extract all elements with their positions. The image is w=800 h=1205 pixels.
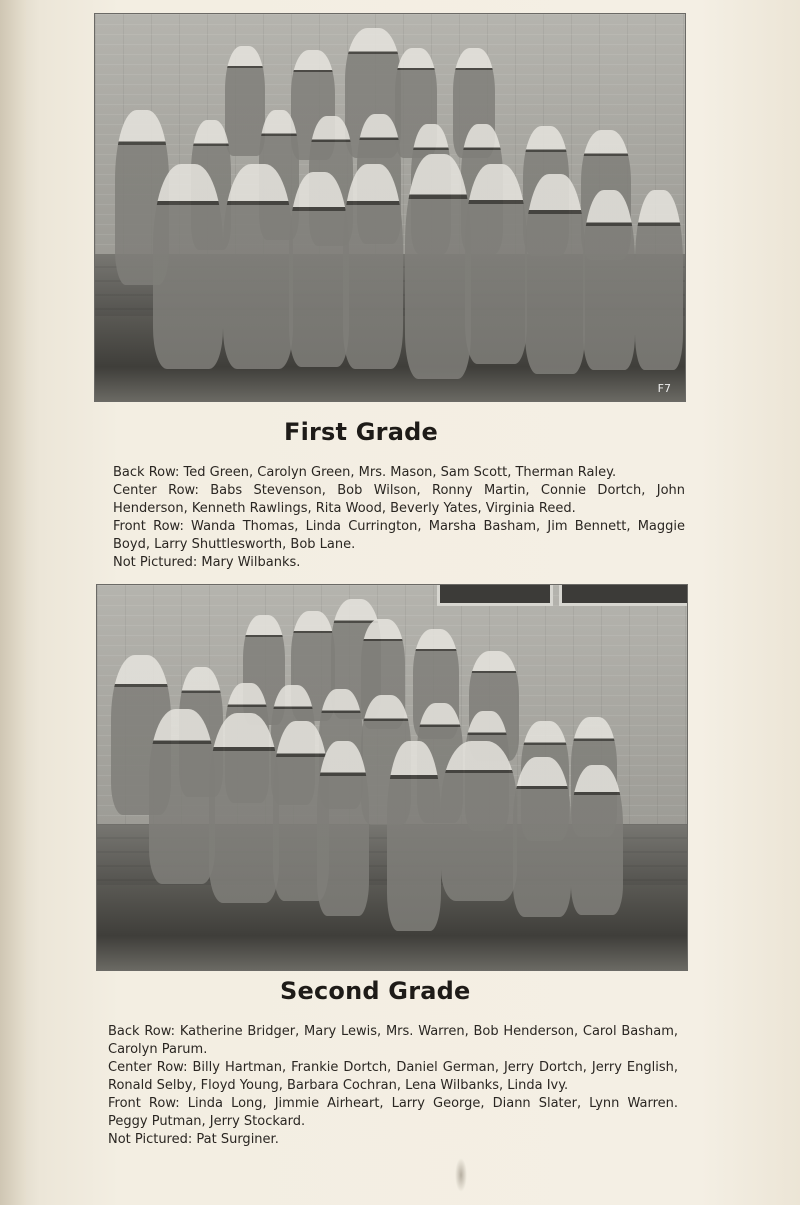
student-figure (513, 757, 571, 917)
second-grade-front-row: Front Row: Linda Long, Jimmie Airheart, Larry George, Diann Slater, Lynn Warren. Peggy Putman, Jerry Stockard. (108, 1096, 678, 1129)
first-grade-caption (113, 464, 685, 572)
student-figure (525, 174, 585, 374)
photo-mark: F7 (657, 382, 671, 395)
window (437, 584, 553, 606)
first-grade-not-pictured: Not Pictured: Mary Wilbanks. (113, 555, 301, 570)
first-grade-title: First Grade (284, 418, 438, 446)
student-figure (635, 190, 683, 370)
second-grade-not-pictured: Not Pictured: Pat Surginer. (108, 1132, 279, 1147)
student-figure (209, 713, 279, 903)
student-figure (571, 765, 623, 915)
window (559, 584, 688, 606)
student-figure (405, 154, 471, 379)
second-grade-center-row: Center Row: Billy Hartman, Frankie Dortch, Daniel German, Jerry Dortch, Jerry English, Ronald Selby, Floyd Young, Barbara Cochran, Lena Wilbanks, Linda Ivy. (108, 1060, 678, 1093)
student-figure (317, 741, 369, 916)
first-grade-back-row: Back Row: Ted Green, Carolyn Green, Mrs. Mason, Sam Scott, Therman Raley. (113, 465, 617, 480)
student-figure (343, 164, 403, 369)
student-figure (149, 709, 215, 884)
student-figure (223, 164, 293, 369)
student-figure (441, 741, 517, 901)
student-figure (225, 46, 265, 156)
first-grade-front-row: Front Row: Wanda Thomas, Linda Currington, Marsha Basham, Jim Bennett, Maggie Boyd, Larry Shuttlesworth, Bob Lane. (113, 519, 685, 552)
page-stain (455, 1158, 467, 1192)
second-grade-back-row: Back Row: Katherine Bridger, Mary Lewis, Mrs. Warren, Bob Henderson, Carol Basham, Carolyn Parum. (108, 1024, 678, 1057)
student-figure (387, 741, 441, 931)
second-grade-caption (108, 1023, 678, 1149)
first-grade-center-row: Center Row: Babs Stevenson, Bob Wilson, Ronny Martin, Connie Dortch, John Henderson, Kenneth Rawlings, Rita Wood, Beverly Yates, Virginia Reed. (113, 483, 685, 516)
student-figure (289, 172, 349, 367)
student-figure (583, 190, 635, 370)
second-grade-title: Second Grade (280, 977, 471, 1005)
student-figure (465, 164, 527, 364)
first-grade-class-photo (94, 13, 686, 402)
student-figure (153, 164, 223, 369)
page-binding-edge (0, 0, 26, 1205)
second-grade-class-photo (96, 584, 688, 971)
